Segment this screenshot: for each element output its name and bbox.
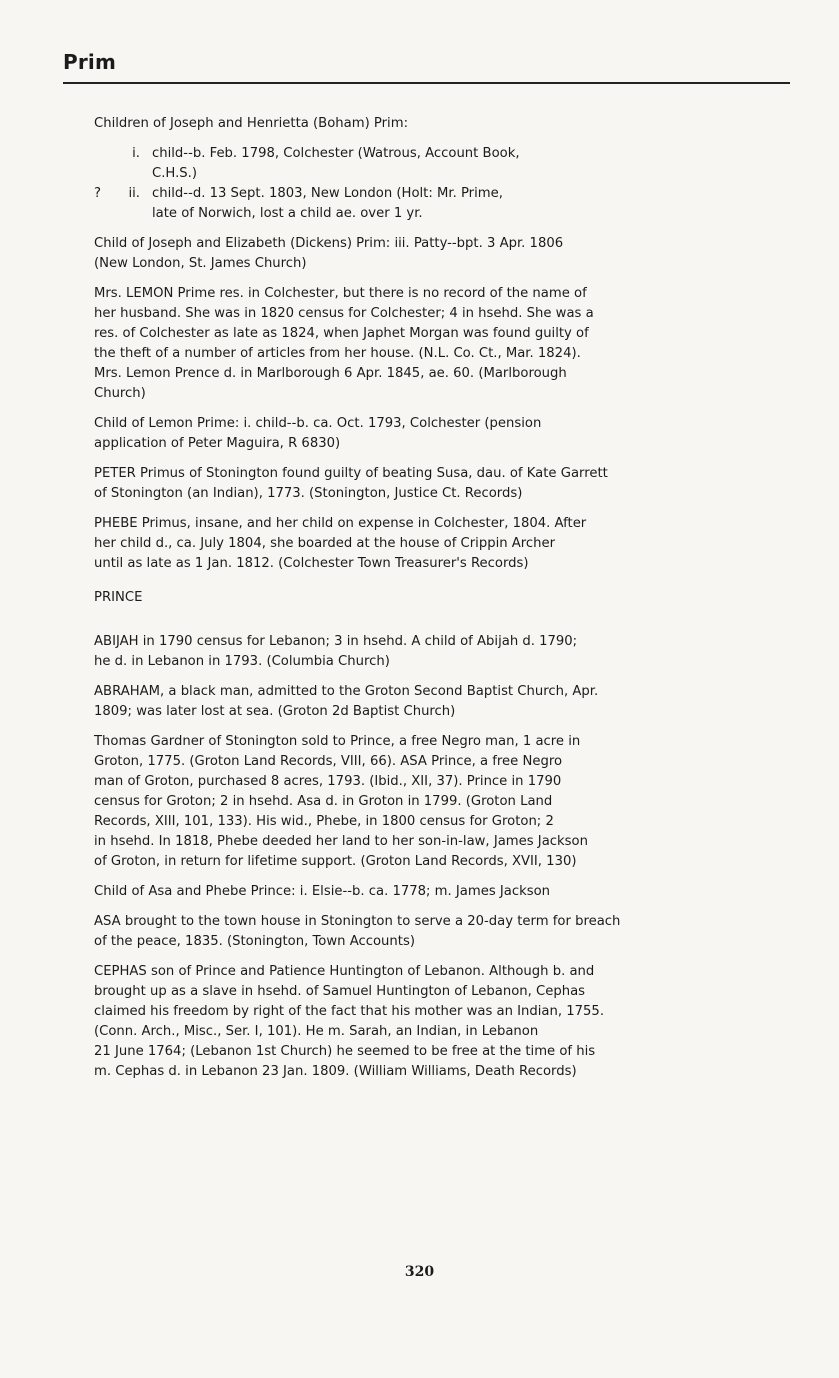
child-entry xyxy=(94,184,794,224)
entry-paragraph xyxy=(94,732,794,872)
text-line: ASA brought to the town house in Stonington to serve a 20-day term for breach xyxy=(94,914,621,929)
page-number: 320 xyxy=(404,1264,435,1280)
text-line: Church) xyxy=(94,386,146,401)
section-heading: PRINCE xyxy=(94,590,143,605)
entry-paragraph xyxy=(94,962,794,1082)
text-line: m. Cephas d. in Lebanon 23 Jan. 1809. (William Williams, Death Records) xyxy=(94,1064,577,1079)
text-line: child--b. Feb. 1798, Colchester (Watrous, Account Book, xyxy=(152,146,520,161)
text-line: child--d. 13 Sept. 1803, New London (Holt: Mr. Prime, xyxy=(152,186,503,201)
entry-paragraph xyxy=(94,632,794,672)
text-line: PETER Primus of Stonington found guilty of beating Susa, dau. of Kate Garrett xyxy=(94,466,608,481)
entry-paragraph xyxy=(94,912,794,952)
running-header: Prim xyxy=(63,50,117,74)
text-line: her child d., ca. July 1804, she boarded at the house of Crippin Archer xyxy=(94,536,556,551)
text-line: (Conn. Arch., Misc., Ser. I, 101). He m. Sarah, an Indian, in Lebanon xyxy=(94,1024,539,1039)
text-line: late of Norwich, lost a child ae. over 1 yr. xyxy=(152,206,423,221)
text-line: of Stonington (an Indian), 1773. (Stonington, Justice Ct. Records) xyxy=(94,486,523,501)
header-rule xyxy=(63,82,790,84)
text-line: Mrs. LEMON Prime res. in Colchester, but there is no record of the name of xyxy=(94,286,587,301)
text-line: census for Groton; 2 in hsehd. Asa d. in Groton in 1799. (Groton Land xyxy=(94,794,553,809)
text-line: res. of Colchester as late as 1824, when Japhet Morgan was found guilty of xyxy=(94,326,589,341)
entry-paragraph xyxy=(94,882,794,902)
text-line: application of Peter Maguira, R 6830) xyxy=(94,436,341,451)
text-line: Child of Asa and Phebe Prince: i. Elsie--b. ca. 1778; m. James Jackson xyxy=(94,884,551,899)
prince-entries xyxy=(94,632,794,1082)
entry-paragraph xyxy=(94,464,794,504)
child-entry xyxy=(94,144,794,184)
text-line: Groton, 1775. (Groton Land Records, VIII, 66). ASA Prince, a free Negro xyxy=(94,754,563,769)
text-line: until as late as 1 Jan. 1812. (Colchester Town Treasurer's Records) xyxy=(94,556,529,571)
text-line: ABRAHAM, a black man, admitted to the Groton Second Baptist Church, Apr. xyxy=(94,684,599,699)
text-line: 21 June 1764; (Lebanon 1st Church) he seemed to be free at the time of his xyxy=(94,1044,596,1059)
entry-paragraph xyxy=(94,284,794,404)
prim-entries xyxy=(94,234,794,574)
text-line: man of Groton, purchased 8 acres, 1793. (Ibid., XII, 37). Prince in 1790 xyxy=(94,774,562,789)
intro-heading: Children of Joseph and Henrietta (Boham) Prim: xyxy=(94,116,409,131)
text-line: claimed his freedom by right of the fact that his mother was an Indian, 1755. xyxy=(94,1004,605,1019)
child-number: ii. xyxy=(128,186,140,201)
text-line: Child of Joseph and Elizabeth (Dickens) Prim: iii. Patty--bpt. 3 Apr. 1806 xyxy=(94,236,564,251)
child-number: i. xyxy=(132,146,140,161)
text-line: brought up as a slave in hsehd. of Samuel Huntington of Lebanon, Cephas xyxy=(94,984,586,999)
text-line: Mrs. Lemon Prence d. in Marlborough 6 Apr. 1845, ae. 60. (Marlborough xyxy=(94,366,567,381)
text-line: Child of Lemon Prime: i. child--b. ca. Oct. 1793, Colchester (pension xyxy=(94,416,542,431)
text-line: the theft of a number of articles from her house. (N.L. Co. Ct., Mar. 1824). xyxy=(94,346,581,361)
children-list xyxy=(94,144,794,224)
text-line: Thomas Gardner of Stonington sold to Prince, a free Negro man, 1 acre in xyxy=(94,734,581,749)
text-line: her husband. She was in 1820 census for Colchester; 4 in hsehd. She was a xyxy=(94,306,594,321)
uncertain-mark: ? xyxy=(94,186,101,201)
text-line: in hsehd. In 1818, Phebe deeded her land to her son-in-law, James Jackson xyxy=(94,834,588,849)
text-line: he d. in Lebanon in 1793. (Columbia Church) xyxy=(94,654,390,669)
entry-paragraph xyxy=(94,234,794,274)
text-line: of the peace, 1835. (Stonington, Town Accounts) xyxy=(94,934,415,949)
text-line: CEPHAS son of Prince and Patience Huntington of Lebanon. Although b. and xyxy=(94,964,595,979)
entry-paragraph xyxy=(94,682,794,722)
text-line: (New London, St. James Church) xyxy=(94,256,307,271)
text-line: PHEBE Primus, insane, and her child on expense in Colchester, 1804. After xyxy=(94,516,587,531)
text-line: ABIJAH in 1790 census for Lebanon; 3 in hsehd. A child of Abijah d. 1790; xyxy=(94,634,578,649)
entry-paragraph xyxy=(94,514,794,574)
text-line: of Groton, in return for lifetime support. (Groton Land Records, XVII, 130) xyxy=(94,854,577,869)
text-line: 1809; was later lost at sea. (Groton 2d Baptist Church) xyxy=(94,704,456,719)
entry-paragraph xyxy=(94,414,794,454)
text-line: Records, XIII, 101, 133). His wid., Phebe, in 1800 census for Groton; 2 xyxy=(94,814,554,829)
text-line: C.H.S.) xyxy=(152,166,197,181)
page-content xyxy=(94,114,794,1092)
